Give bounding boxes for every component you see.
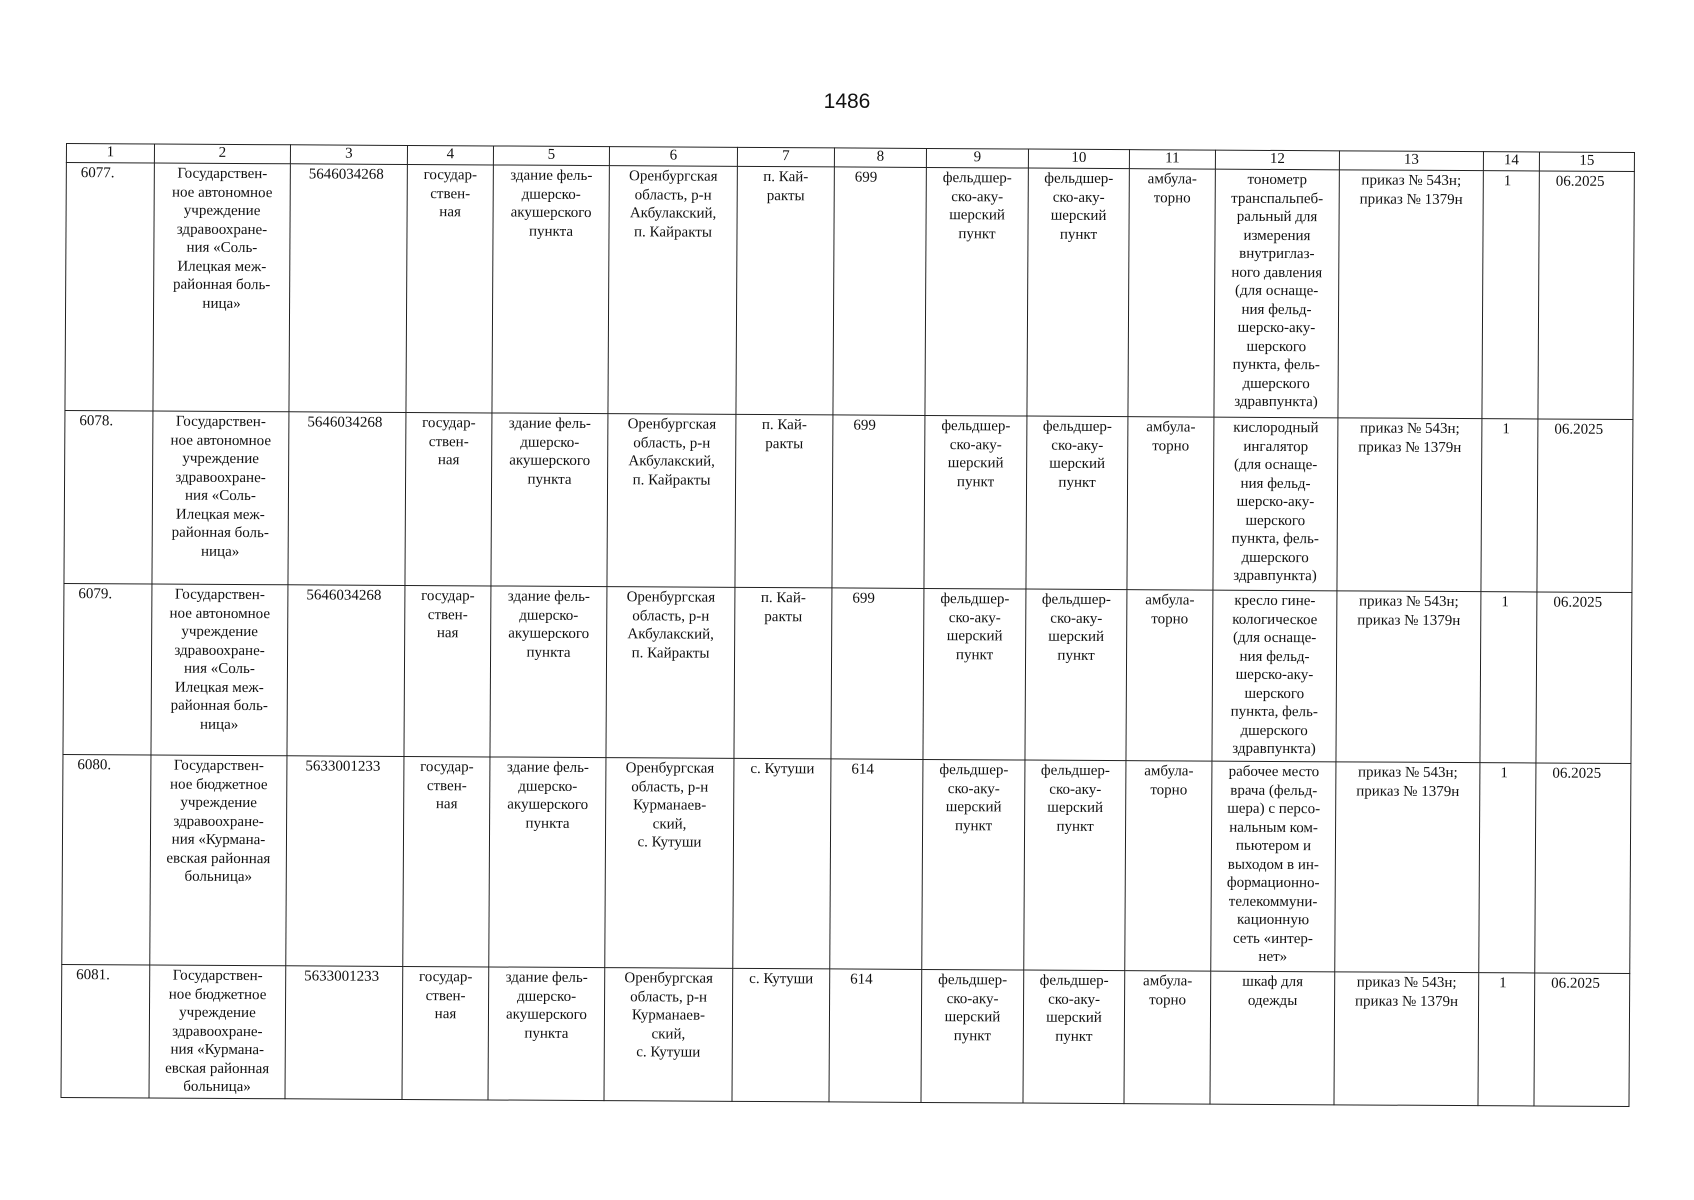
building-cell: здание фель- дшерско- акушерского пункта bbox=[489, 757, 606, 968]
address-cell: Оренбургская область, р-н Акбулакский, п. Кайракты bbox=[608, 166, 737, 415]
organization-cell: Государствен- ное автономное учреждение здравоохране- ния «Соль- Илецкая меж- районная боль- ница» bbox=[151, 584, 288, 756]
care-mode-cell: амбула- торно bbox=[1126, 590, 1213, 761]
unit-type-cell: фельдшер- ско-аку- шерский пункт bbox=[1025, 589, 1127, 761]
population-cell: 699 bbox=[832, 415, 925, 589]
locality-cell: с. Кутуши bbox=[732, 968, 830, 1101]
table-row bbox=[65, 163, 1634, 420]
date-cell: 06.2025 bbox=[1538, 171, 1634, 420]
organization-cell: Государствен- ное бюджетное учреждение здравоохране- ния «Курмана- евская районная больница» bbox=[150, 755, 287, 966]
equipment-cell: рабочее место врача (фельд- шера) с персо- нальным ком- пьютером и выходом в ин- формационно- телекоммуни- кационную сеть «интер- нет» bbox=[1211, 761, 1336, 972]
population-cell: 614 bbox=[829, 969, 922, 1102]
equipment-table bbox=[61, 143, 1635, 1107]
building-cell: здание фель- дшерско- акушерского пункта bbox=[491, 413, 608, 587]
table-row bbox=[62, 754, 1631, 973]
column-header: 9 bbox=[926, 148, 1028, 168]
population-cell: 699 bbox=[833, 167, 926, 416]
care-mode-cell: амбула- торно bbox=[1127, 417, 1214, 590]
population-cell: 699 bbox=[831, 588, 924, 760]
page-number: 1486 bbox=[823, 90, 871, 113]
ownership-cell: государ- ствен- ная bbox=[402, 966, 489, 1099]
unit-type-cell: фельдшер- ско-аку- шерский пункт bbox=[1027, 168, 1129, 417]
row-number-cell: 6080. bbox=[62, 754, 151, 965]
organization-cell: Государствен- ное автономное учреждение здравоохране- ния «Соль- Илецкая меж- районная боль- ница» bbox=[152, 411, 289, 585]
population-cell: 614 bbox=[830, 759, 923, 970]
column-header: 8 bbox=[834, 148, 926, 168]
column-header: 10 bbox=[1028, 149, 1129, 169]
column-header: 3 bbox=[290, 145, 407, 165]
equipment-cell: кислородный ингалятор (для оснаще- ния фельд- шерско-аку- шерского пункта, фель- дшерского здравпункта) bbox=[1213, 417, 1338, 591]
row-number-cell: 6077. bbox=[65, 163, 154, 412]
org-type-cell: фельдшер- ско-аку- шерский пункт bbox=[922, 759, 1025, 970]
equipment-cell: тонометр транспальпеб- ральный для измерения внутриглаз- ного давления (для оснаще- ния фельд- шерско-аку- шерского пункта, фель- дшерского здравпункта) bbox=[1214, 169, 1339, 418]
date-cell: 06.2025 bbox=[1534, 973, 1630, 1106]
equipment-cell: шкаф для одежды bbox=[1210, 971, 1335, 1104]
order-cell: приказ № 543н; приказ № 1379н bbox=[1337, 418, 1482, 592]
quantity-cell: 1 bbox=[1479, 763, 1536, 973]
ownership-cell: государ- ствен- ная bbox=[406, 164, 493, 412]
care-mode-cell: амбула- торно bbox=[1124, 971, 1211, 1104]
building-cell: здание фель- дшерско- акушерского пункта bbox=[492, 165, 609, 414]
table-row bbox=[63, 583, 1632, 763]
unit-type-cell: фельдшер- ско-аку- шерский пункт bbox=[1023, 970, 1125, 1103]
column-header: 1 bbox=[66, 144, 154, 164]
column-header: 6 bbox=[609, 147, 737, 167]
quantity-cell: 1 bbox=[1480, 592, 1537, 763]
column-header: 7 bbox=[737, 147, 834, 167]
equipment-cell: кресло гине- кологическое (для оснаще- ния фельд- шерско-аку- шерского пункта, фель- дшерского здравпункта) bbox=[1212, 590, 1337, 762]
locality-cell: с. Кутуши bbox=[733, 758, 831, 969]
org-type-cell: фельдшер- ско-аку- шерский пункт bbox=[921, 969, 1024, 1102]
order-cell: приказ № 543н; приказ № 1379н bbox=[1335, 762, 1480, 973]
ownership-cell: государ- ствен- ная bbox=[403, 756, 490, 966]
address-cell: Оренбургская область, р-н Курманаев- ский, с. Кутуши bbox=[604, 968, 733, 1101]
ownership-cell: государ- ствен- ная bbox=[405, 412, 492, 585]
column-header: 14 bbox=[1483, 152, 1539, 171]
ownership-cell: государ- ствен- ная bbox=[404, 585, 491, 756]
table-row bbox=[61, 964, 1630, 1106]
quantity-cell: 1 bbox=[1478, 973, 1535, 1106]
order-cell: приказ № 543н; приказ № 1379н bbox=[1336, 591, 1481, 763]
column-header: 12 bbox=[1215, 150, 1339, 170]
column-header: 15 bbox=[1539, 152, 1634, 172]
quantity-cell: 1 bbox=[1481, 419, 1538, 592]
quantity-cell: 1 bbox=[1482, 171, 1539, 419]
locality-cell: п. Кай- ракты bbox=[735, 414, 833, 588]
column-header: 4 bbox=[407, 145, 493, 164]
org-type-cell: фельдшер- ско-аку- шерский пункт bbox=[925, 167, 1028, 416]
date-cell: 06.2025 bbox=[1536, 592, 1632, 764]
document-table-container bbox=[61, 143, 1634, 1107]
date-cell: 06.2025 bbox=[1535, 763, 1631, 974]
org-type-cell: фельдшер- ско-аку- шерский пункт bbox=[923, 588, 1026, 760]
order-cell: приказ № 543н; приказ № 1379н bbox=[1334, 972, 1479, 1105]
building-cell: здание фель- дшерско- акушерского пункта bbox=[490, 586, 607, 758]
table-row bbox=[64, 410, 1633, 592]
column-header: 5 bbox=[493, 146, 609, 166]
locality-cell: п. Кай- ракты bbox=[734, 587, 832, 759]
inn-cell: 5646034268 bbox=[287, 585, 405, 757]
column-header: 2 bbox=[154, 144, 290, 164]
organization-cell: Государствен- ное автономное учреждение здравоохране- ния «Соль- Илецкая меж- районная боль- ница» bbox=[153, 163, 290, 412]
organization-cell: Государствен- ное бюджетное учреждение здравоохране- ния «Курмана- евская районная больница» bbox=[149, 965, 286, 1098]
unit-type-cell: фельдшер- ско-аку- шерский пункт bbox=[1024, 760, 1126, 971]
inn-cell: 5646034268 bbox=[289, 164, 407, 413]
care-mode-cell: амбула- торно bbox=[1128, 169, 1215, 417]
inn-cell: 5646034268 bbox=[288, 412, 406, 586]
address-cell: Оренбургская область, р-н Акбулакский, п. Кайракты bbox=[606, 587, 735, 759]
unit-type-cell: фельдшер- ско-аку- шерский пункт bbox=[1026, 416, 1128, 590]
column-header: 13 bbox=[1339, 151, 1483, 171]
column-header: 11 bbox=[1129, 150, 1215, 169]
row-number-cell: 6081. bbox=[61, 964, 150, 1097]
date-cell: 06.2025 bbox=[1537, 419, 1633, 593]
org-type-cell: фельдшер- ско-аку- шерский пункт bbox=[924, 415, 1027, 589]
row-number-cell: 6078. bbox=[64, 410, 153, 584]
order-cell: приказ № 543н; приказ № 1379н bbox=[1338, 170, 1483, 419]
building-cell: здание фель- дшерско- акушерского пункта bbox=[488, 967, 605, 1100]
address-cell: Оренбургская область, р-н Курманаев- ский, с. Кутуши bbox=[605, 758, 734, 969]
locality-cell: п. Кай- ракты bbox=[736, 166, 834, 415]
address-cell: Оренбургская область, р-н Акбулакский, п. Кайракты bbox=[607, 414, 736, 588]
inn-cell: 5633001233 bbox=[286, 756, 404, 967]
row-number-cell: 6079. bbox=[63, 583, 152, 755]
inn-cell: 5633001233 bbox=[285, 966, 403, 1099]
care-mode-cell: амбула- торно bbox=[1125, 761, 1212, 971]
